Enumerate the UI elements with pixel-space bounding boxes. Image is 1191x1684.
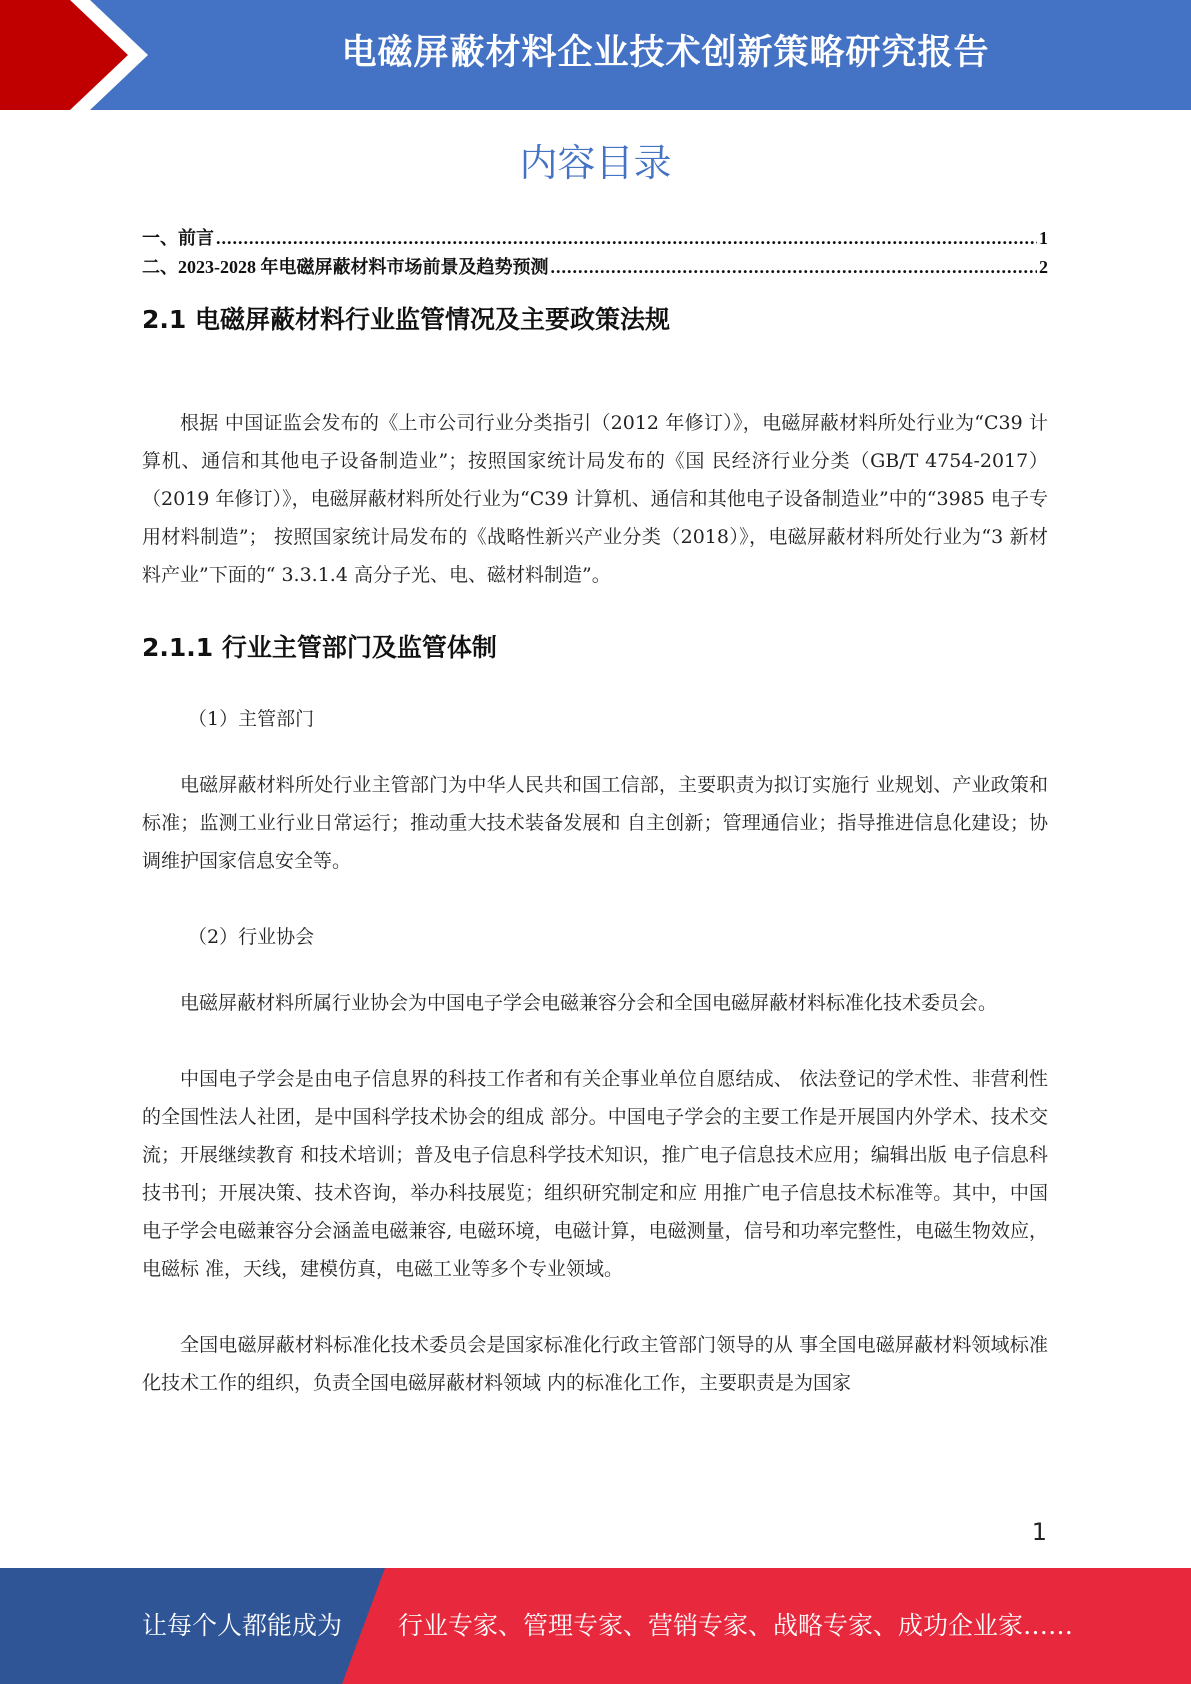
toc-leader-dots <box>551 257 1038 278</box>
body-paragraph: 电磁屏蔽材料所属行业协会为中国电子学会电磁兼容分会和全国电磁屏蔽材料标准化技术委员会。 <box>180 992 998 1014</box>
list-item-heading: （2）行业协会 <box>188 926 315 948</box>
toc-title: 内容目录 <box>519 141 672 185</box>
list-item-heading: （1）主管部门 <box>188 708 315 730</box>
toc-entry-label: 二、2023-2028 年电磁屏蔽材料市场前景及趋势预测 <box>142 257 549 277</box>
toc-entry-page: 1 <box>1039 228 1048 248</box>
body-paragraph: 电磁屏蔽材料所处行业主管部门为中华人民共和国工信部，主要职责为拟订实施行 业规划、产业政策和标准；监测工业行业日常运行；推动重大技术装备发展和 自主创新；管理通信业；指导推进信息化建设；协调维护国家信息安全等。 <box>142 774 1048 872</box>
toc-leader-dots <box>216 228 1037 249</box>
report-title: 电磁屏蔽材料企业技术创新策略研究报告 <box>341 33 990 73</box>
toc-entry[interactable] <box>142 253 1048 282</box>
footer-slogan-left: 让每个人都能成为 <box>142 1611 343 1640</box>
toc-entry-page: 2 <box>1039 257 1048 277</box>
body-paragraph: 根据 中国证监会发布的《上市公司行业分类指引（2012 年修订）》，电磁屏蔽材料所处行业为“C39 计算机、通信和其他电子设备制造业”；按照国家统计局发布的《国 民经济行业分类（GB/T 4754-2017）（2019 年修订）》，电磁屏蔽材料所处行业为“C39 计算机、通信和其他电子设备制造业”中的“3985 电子专用材料制造”； 按照国家统计局发布的《战略性新兴产业分类（2018）》，电磁屏蔽材料所处行业为“3 新材料产业”下面的“ 3.3.1.4 高分子光、电、磁材料制造”。 <box>142 412 1048 586</box>
table-of-contents <box>142 224 1048 282</box>
toc-entry-label: 一、前言 <box>142 228 214 248</box>
body-paragraph: 全国电磁屏蔽材料标准化技术委员会是国家标准化行政主管部门领导的从 事全国电磁屏蔽材料领域标准化技术工作的组织，负责全国电磁屏蔽材料领域 内的标准化工作，主要职责是为国家 <box>142 1334 1048 1394</box>
section-heading: 2.1 电磁屏蔽材料行业监管情况及主要政策法规 <box>142 305 670 334</box>
toc-entry[interactable] <box>142 224 1048 253</box>
page-number: 1 <box>1031 1518 1047 1546</box>
footer-banner <box>0 1568 1191 1684</box>
document-body <box>142 300 1048 1402</box>
body-paragraph: 中国电子学会是由电子信息界的科技工作者和有关企事业单位自愿结成、 依法登记的学术性、非营利性的全国性法人社团，是中国科学技术协会的组成 部分。中国电子学会的主要工作是开展国内外学术、技术交流；开展继续教育 和技术培训；普及电子信息科学技术知识，推广电子信息技术应用；编辑出版 电子信息科技书刊；开展决策、技术咨询，举办科技展览；组织研究制定和应 用推广电子信息技术标准等。其中，中国电子学会电磁兼容分会涵盖电磁兼容, 电磁环境，电磁计算，电磁测量，信号和功率完整性，电磁生物效应，电磁标 准，天线，建模仿真，电磁工业等多个专业领域。 <box>142 1068 1048 1280</box>
subsection-heading: 2.1.1 行业主管部门及监管体制 <box>142 633 497 662</box>
header-banner <box>0 0 1191 110</box>
footer-slogan-right: 行业专家、管理专家、营销专家、战略专家、成功企业家…… <box>398 1611 1074 1640</box>
